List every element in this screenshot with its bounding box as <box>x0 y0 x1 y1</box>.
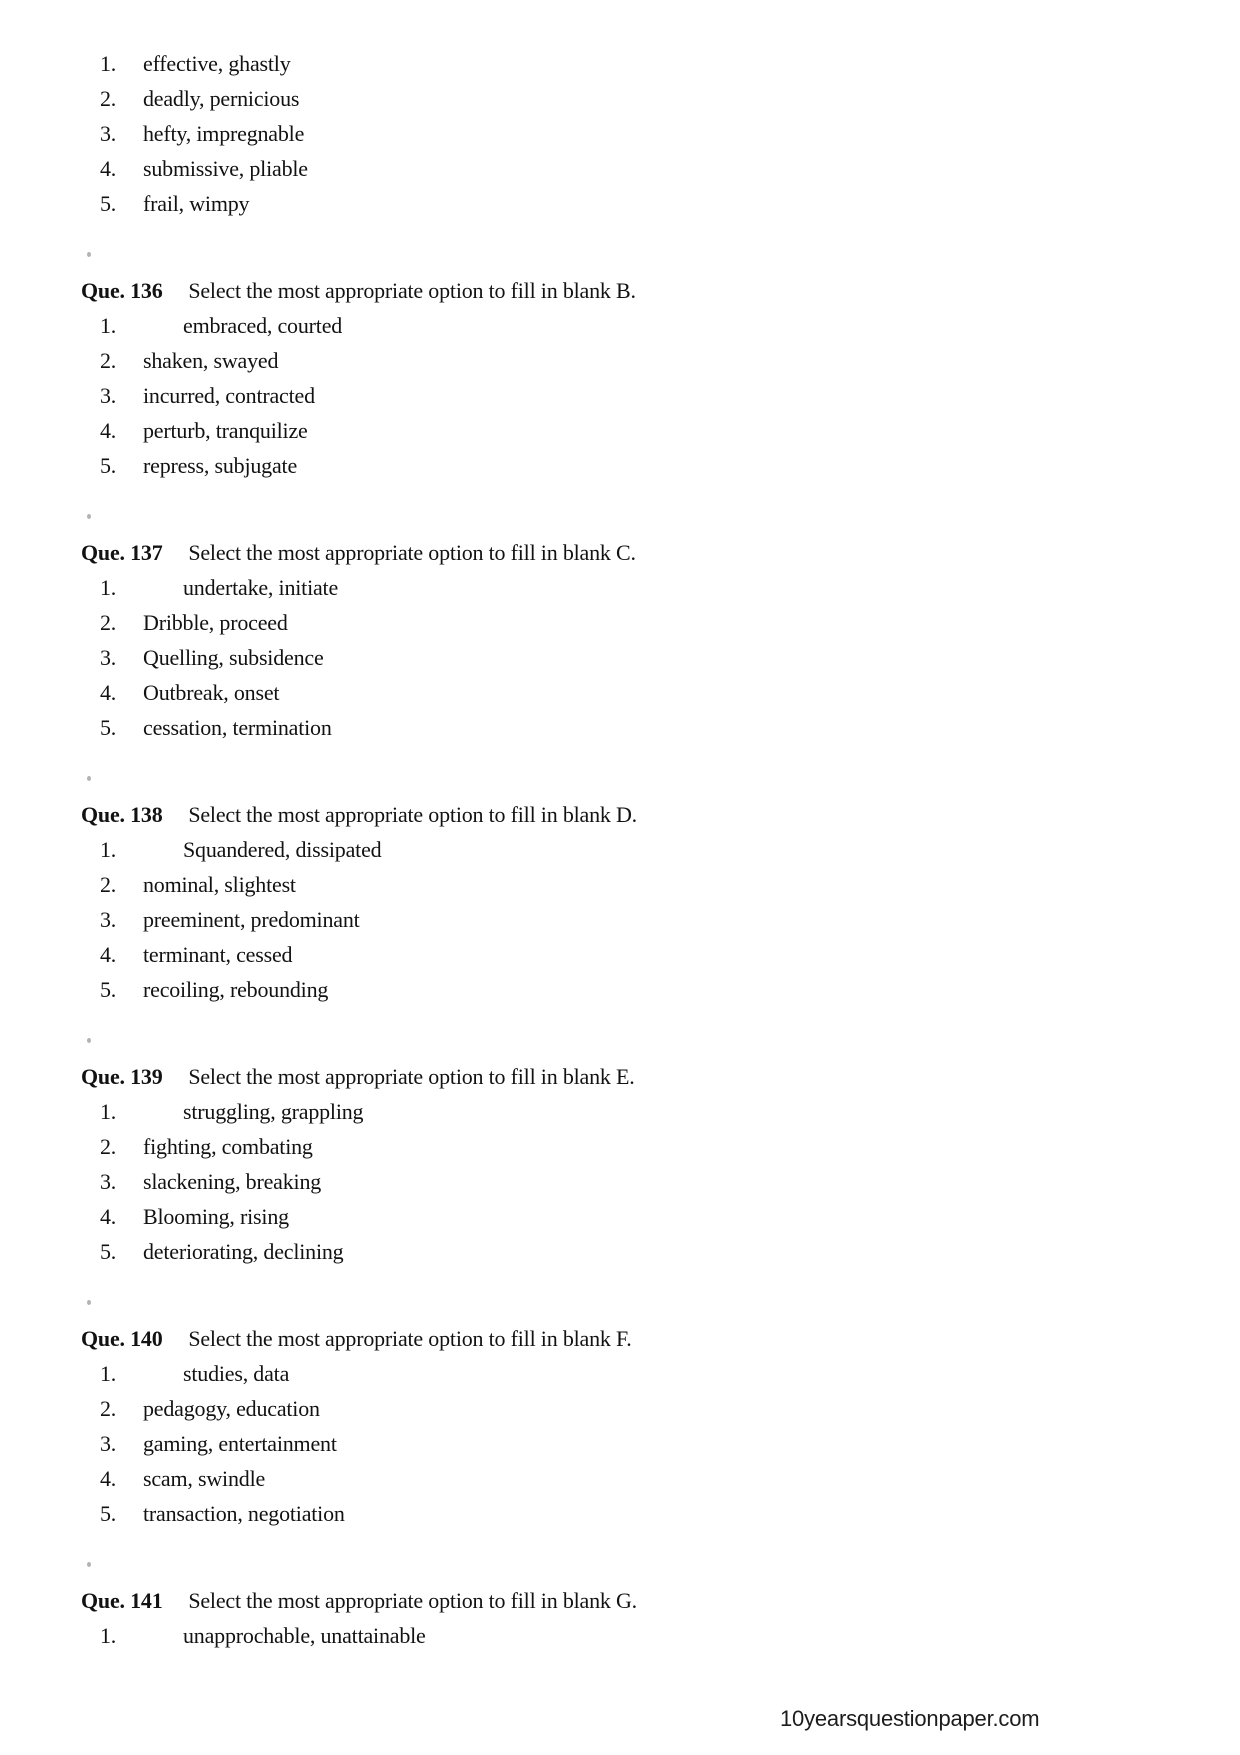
option-row <box>81 1391 1200 1426</box>
option-number: 2. <box>100 872 117 897</box>
option-number: 1. <box>100 1099 117 1124</box>
question-block-136 <box>81 273 1200 483</box>
option-text: Outbreak, onset <box>143 680 280 705</box>
option-text: Squandered, dissipated <box>183 837 382 862</box>
option-number: 1. <box>100 575 117 600</box>
option-text: effective, ghastly <box>143 51 291 76</box>
option-text: hefty, impregnable <box>143 121 305 146</box>
option-text: embraced, courted <box>183 313 343 338</box>
option-text: cessation, termination <box>143 715 332 740</box>
option-row <box>81 1461 1200 1496</box>
option-number: 5. <box>100 1501 117 1526</box>
option-number: 2. <box>100 1396 117 1421</box>
option-number: 2. <box>100 86 117 111</box>
option-row <box>81 1094 1200 1129</box>
option-number: 2. <box>100 610 117 635</box>
option-text: preeminent, predominant <box>143 907 360 932</box>
question-prompt: Select the most appropriate option to fill in blank F. <box>188 1326 632 1351</box>
question-prompt: Select the most appropriate option to fill in blank B. <box>188 278 636 303</box>
option-number: 5. <box>100 1239 117 1264</box>
option-row <box>81 1496 1200 1531</box>
question-header <box>81 1059 1200 1094</box>
option-row <box>81 81 1200 116</box>
option-text: gaming, entertainment <box>143 1431 337 1456</box>
option-row <box>81 116 1200 151</box>
option-number: 4. <box>100 1204 117 1229</box>
option-row <box>81 378 1200 413</box>
question-block-137 <box>81 535 1200 745</box>
scan-artifact-dot <box>87 776 91 781</box>
option-number: 4. <box>100 1466 117 1491</box>
option-text: frail, wimpy <box>143 191 250 216</box>
question-label: Que. 138 <box>81 802 163 827</box>
options-list <box>81 832 1200 1007</box>
option-row <box>81 308 1200 343</box>
options-list <box>81 1356 1200 1531</box>
option-row <box>81 46 1200 81</box>
option-number: 2. <box>100 348 117 373</box>
question-label: Que. 137 <box>81 540 163 565</box>
option-row <box>81 1129 1200 1164</box>
question-block-138 <box>81 797 1200 1007</box>
option-text: deteriorating, declining <box>143 1239 344 1264</box>
option-text: studies, data <box>183 1361 290 1386</box>
option-text: Blooming, rising <box>143 1204 289 1229</box>
option-number: 3. <box>100 907 117 932</box>
option-text: deadly, pernicious <box>143 86 300 111</box>
option-number: 1. <box>100 51 117 76</box>
option-text: pedagogy, education <box>143 1396 320 1421</box>
option-number: 2. <box>100 1134 117 1159</box>
continuation-options-list <box>81 46 1200 221</box>
option-number: 5. <box>100 191 117 216</box>
question-header <box>81 797 1200 832</box>
option-row <box>81 1199 1200 1234</box>
question-prompt: Select the most appropriate option to fill in blank G. <box>188 1588 637 1613</box>
option-text: fighting, combating <box>143 1134 313 1159</box>
option-row <box>81 867 1200 902</box>
option-row <box>81 413 1200 448</box>
option-row <box>81 605 1200 640</box>
option-row <box>81 570 1200 605</box>
question-prompt: Select the most appropriate option to fill in blank D. <box>188 802 637 827</box>
option-number: 5. <box>100 453 117 478</box>
option-text: transaction, negotiation <box>143 1501 345 1526</box>
option-text: struggling, grappling <box>183 1099 364 1124</box>
option-text: nominal, slightest <box>143 872 296 897</box>
question-header <box>81 273 1200 308</box>
options-list <box>81 308 1200 483</box>
option-text: incurred, contracted <box>143 383 315 408</box>
option-text: recoiling, rebounding <box>143 977 329 1002</box>
option-number: 4. <box>100 418 117 443</box>
option-row <box>81 972 1200 1007</box>
option-number: 5. <box>100 715 117 740</box>
option-row <box>81 1426 1200 1461</box>
scan-artifact-dot <box>87 514 91 519</box>
option-row <box>81 343 1200 378</box>
scan-artifact-dot <box>87 1038 91 1043</box>
option-row <box>81 902 1200 937</box>
option-number: 3. <box>100 121 117 146</box>
question-header <box>81 1321 1200 1356</box>
option-text: perturb, tranquilize <box>143 418 308 443</box>
option-number: 4. <box>100 942 117 967</box>
scan-artifact-dot <box>87 252 91 257</box>
option-number: 5. <box>100 977 117 1002</box>
question-prompt: Select the most appropriate option to fill in blank C. <box>188 540 636 565</box>
question-header <box>81 1583 1200 1618</box>
option-row <box>81 1618 1200 1653</box>
option-row <box>81 186 1200 221</box>
option-row <box>81 1234 1200 1269</box>
scan-artifact-dot <box>87 1562 91 1567</box>
question-block-140 <box>81 1321 1200 1531</box>
option-text: terminant, cessed <box>143 942 293 967</box>
option-number: 1. <box>100 313 117 338</box>
option-number: 3. <box>100 1431 117 1456</box>
question-label: Que. 140 <box>81 1326 163 1351</box>
option-text: repress, subjugate <box>143 453 298 478</box>
option-number: 4. <box>100 680 117 705</box>
option-number: 3. <box>100 383 117 408</box>
option-row <box>81 675 1200 710</box>
question-prompt: Select the most appropriate option to fill in blank E. <box>188 1064 635 1089</box>
option-number: 1. <box>100 837 117 862</box>
question-label: Que. 139 <box>81 1064 163 1089</box>
option-row <box>81 640 1200 675</box>
question-label: Que. 141 <box>81 1588 163 1613</box>
option-number: 1. <box>100 1623 117 1648</box>
option-number: 3. <box>100 1169 117 1194</box>
option-text: undertake, initiate <box>183 575 339 600</box>
options-list <box>81 1618 1200 1653</box>
option-number: 4. <box>100 156 117 181</box>
scan-artifact-dot <box>87 1300 91 1305</box>
options-list <box>81 1094 1200 1269</box>
question-label: Que. 136 <box>81 278 163 303</box>
option-row <box>81 448 1200 483</box>
option-text: shaken, swayed <box>143 348 279 373</box>
option-text: submissive, pliable <box>143 156 308 181</box>
option-row <box>81 937 1200 972</box>
watermark-site-name: 10yearsquestionpaper.com <box>780 1706 1040 1731</box>
option-text: slackening, breaking <box>143 1169 322 1194</box>
question-header <box>81 535 1200 570</box>
option-row <box>81 151 1200 186</box>
option-number: 3. <box>100 645 117 670</box>
option-text: unapprochable, unattainable <box>183 1623 426 1648</box>
option-number: 1. <box>100 1361 117 1386</box>
option-row <box>81 1164 1200 1199</box>
options-list <box>81 570 1200 745</box>
option-row <box>81 710 1200 745</box>
option-text: scam, swindle <box>143 1466 266 1491</box>
question-block-139 <box>81 1059 1200 1269</box>
option-text: Dribble, proceed <box>143 610 288 635</box>
option-row <box>81 832 1200 867</box>
question-block-141 <box>81 1583 1200 1653</box>
option-text: Quelling, subsidence <box>143 645 324 670</box>
option-row <box>81 1356 1200 1391</box>
